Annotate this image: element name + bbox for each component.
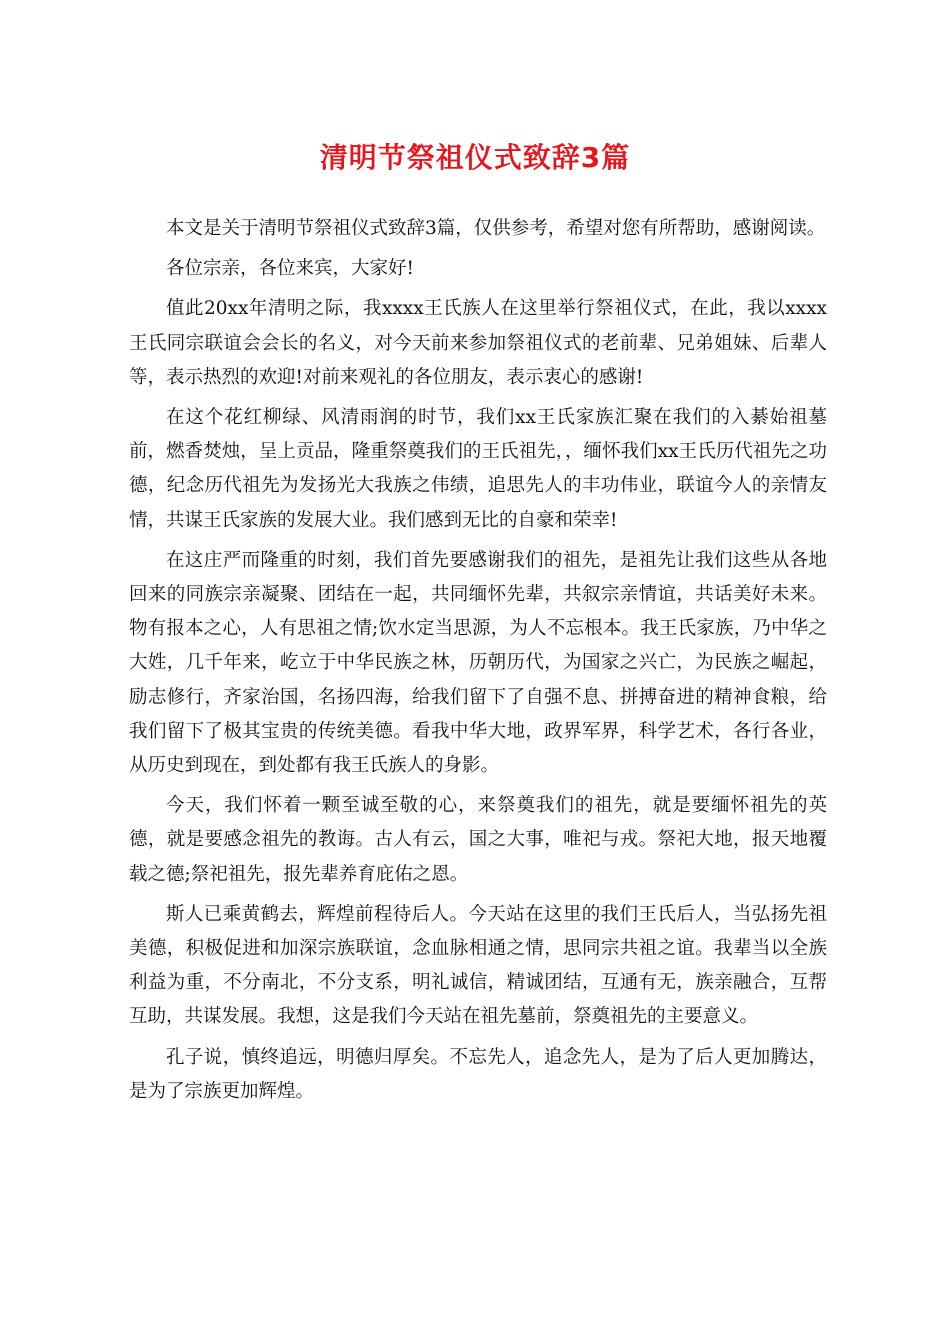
paragraph-gratitude: 在这庄严而隆重的时刻，我们首先要感谢我们的祖先，是祖先让我们这些从各地回来的同族宗亲凝聚、团结在一起，共同缅怀先辈，共叙宗亲情谊，共话美好未来。物有报本之心，人有思祖之情;饮水定当思源，为人不忘根本。我王氏家族，乃中华之大姓，几千年来，屹立于中华民族之林，历朝历代，为国家之兴亡，为民族之崛起，励志修行，齐家治国，名扬四海，给我们留下了自强不息、拼搏奋进的精神食粮，给我们留下了极其宝贵的传统美德。看我中华大地，政界军界，科学艺术，各行各业，从历史到现在，到处都有我王氏族人的身影。 xyxy=(129,549,827,777)
paragraph-unity: 斯人已乘黄鹤去，辉煌前程待后人。今天站在这里的我们王氏后人，当弘扬先祖美德，积极促进和加深宗族联谊，念血脉相通之情，思同宗共祖之谊。我辈当以全族利益为重，不分南北，不分支系，明礼诚信，精诚团结，互通有无，族亲融合，互帮互助，共谋发展。我想，这是我们今天站在祖先墓前，祭奠祖先的主要意义。 xyxy=(129,903,827,1028)
paragraph-remembrance: 今天，我们怀着一颗至诚至敬的心，来祭奠我们的祖先，就是要缅怀祖先的英德，就是要感念祖先的教诲。古人有云，国之大事，唯祀与戎。祭祀大地，报天地覆载之德;祭祀祖先，报先辈养育庇佑之恩。 xyxy=(129,795,827,885)
paragraph-greeting: 各位宗亲，各位来宾，大家好! xyxy=(166,258,414,280)
document-title: 清明节祭祖仪式致辞3篇 xyxy=(319,141,631,174)
paragraph-confucius: 孔子说，慎终追远，明德归厚矣。不忘先人，追念先人，是为了后人更加腾达，是为了宗族更加辉煌。 xyxy=(129,1046,827,1102)
paragraph-ceremony: 在这个花红柳绿、风清雨润的时节，我们xx王氏家族汇聚在我们的入綦始祖墓前，燃香焚烛，呈上贡品，隆重祭奠我们的王氏祖先，，缅怀我们xx王氏历代祖先之功德，纪念历代祖先为发扬光大我族之伟绩，追思先人的丰功伟业，联谊今人的亲情友情，共谋王氏家族的发展大业。我们感到无比的自豪和荣幸! xyxy=(129,407,827,531)
paragraph-intro: 本文是关于清明节祭祖仪式致辞3篇，仅供参考，希望对您有所帮助，感谢阅读。 xyxy=(166,218,826,239)
paragraph-welcome: 值此20xx年清明之际，我xxxx王氏族人在这里举行祭祖仪式，在此，我以xxxx王氏同宗联谊会会长的名义，对今天前来参加祭祖仪式的老前辈、兄弟姐妹、后辈人等，表示热烈的欢迎!对前来观礼的各位朋友，表示衷心的感谢! xyxy=(129,298,827,388)
document-body xyxy=(129,212,827,1115)
